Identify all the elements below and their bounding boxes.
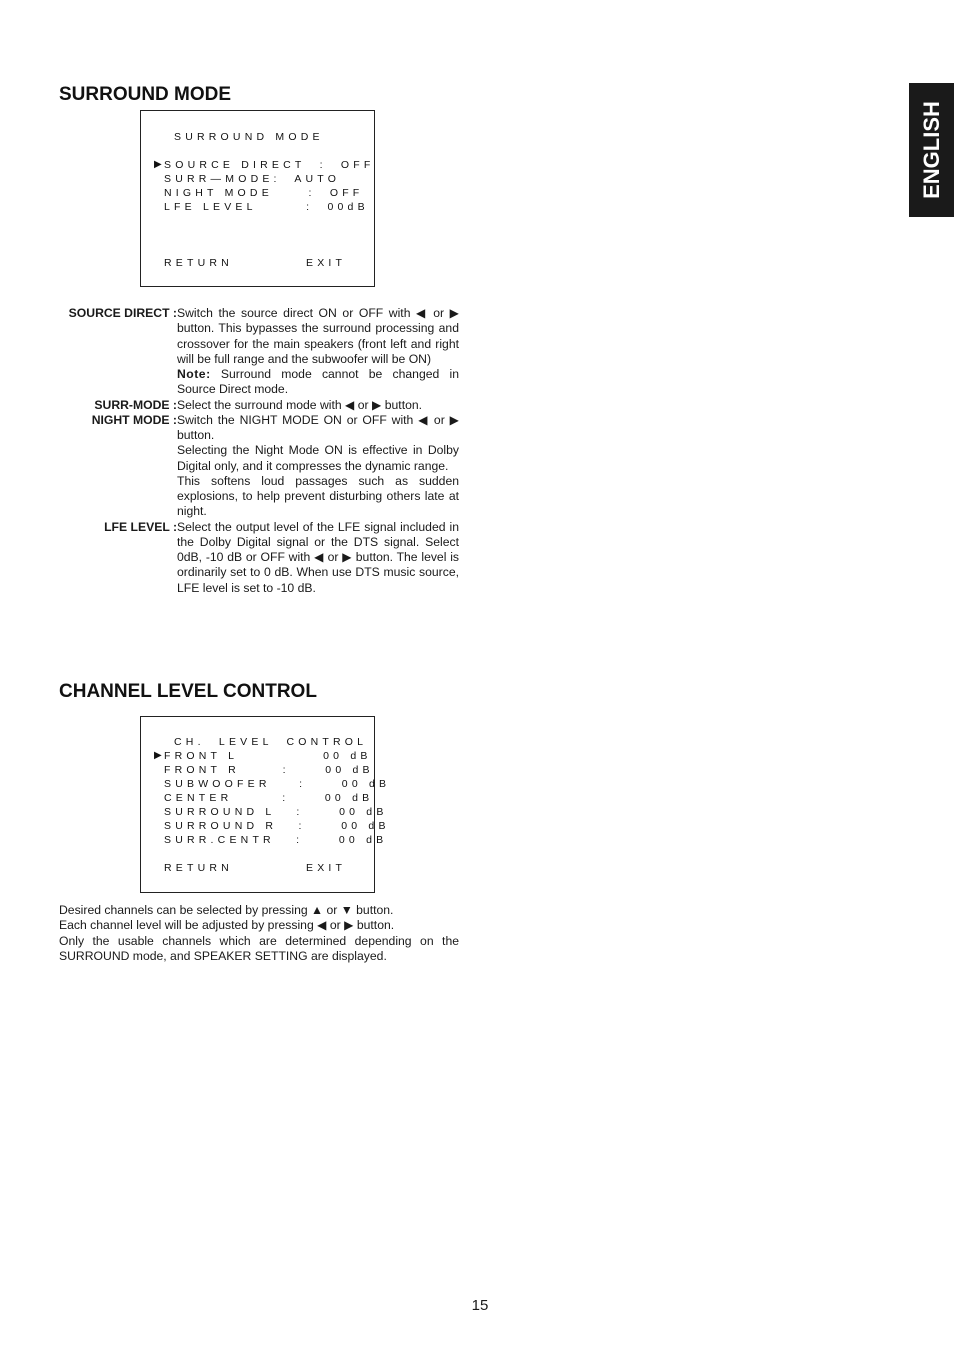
language-tab-label: ENGLISH xyxy=(918,101,944,199)
description-text: Select the output level of the LFE signal included in the Dolby Digital signal or the DTS signal. Select 0dB, -10 dB or OFF with ◀ or ▶ button. The level is ordinarily set to 0 dB. When use DTS music source, LFE level is set to -10 dB. xyxy=(177,519,459,595)
description-item-night-mode xyxy=(59,413,459,520)
osd-return: RETURN xyxy=(164,257,233,269)
note-text: Surround mode cannot be changed in Source Direct mode. xyxy=(177,367,459,397)
note-line: Desired channels can be selected by pressing ▲ or ▼ button. xyxy=(59,903,394,917)
osd-cursor-icon: ▶ xyxy=(154,159,162,170)
osd-exit: EXIT xyxy=(306,862,347,874)
osd-line: FRONT L 00 dB xyxy=(164,750,372,762)
description-label: SOURCE DIRECT : xyxy=(68,306,177,320)
surround-mode-heading: SURROUND MODE xyxy=(59,84,232,105)
description-label: SURR-MODE : xyxy=(94,397,177,412)
description-text: Selecting the Night Mode ON is effective in Dolby Digital only, and it compresses the dynamic range. xyxy=(177,443,459,473)
note-line: Only the usable channels which are determined depending on the SURROUND mode, and SPEAKER SETTING are displayed. xyxy=(59,933,459,963)
channel-level-osd-screen xyxy=(140,716,391,893)
osd-exit: EXIT xyxy=(306,257,347,269)
surround-mode-descriptions xyxy=(59,306,459,596)
description-item-lfe-level xyxy=(59,520,459,596)
osd-cursor-icon: ▶ xyxy=(154,750,162,761)
note-line: Each channel level will be adjusted by pressing ◀ or ▶ button. xyxy=(59,918,395,933)
description-label: NIGHT MODE : xyxy=(91,412,177,427)
osd-line: SURR.CENTR : 00 dB xyxy=(164,834,388,846)
description-text: Select the surround mode with ◀ or ▶ button. xyxy=(177,397,423,412)
description-label: LFE LEVEL : xyxy=(104,519,177,534)
osd-line: NIGHT MODE : OFF xyxy=(164,187,364,199)
description-text: Switch the source direct ON or OFF with ◀ or ▶ button. This bypasses the surround processing and crossover for the main speakers (front left and right will be full range and the subwoofer will be ON) xyxy=(177,306,459,366)
osd-title: CH. LEVEL CONTROL xyxy=(174,736,368,748)
osd-line: SURROUND L : 00 dB xyxy=(164,806,388,818)
channel-level-notes xyxy=(59,903,459,964)
osd-line: CENTER : 00 dB xyxy=(164,792,374,804)
channel-level-heading: CHANNEL LEVEL CONTROL xyxy=(59,681,317,702)
osd-line: SURROUND R : 00 dB xyxy=(164,820,390,832)
osd-title: SURROUND MODE xyxy=(174,131,324,143)
page-number: 15 xyxy=(471,1297,489,1314)
description-text: This softens loud passages such as sudden explosions, to help prevent disturbing others late at night. xyxy=(177,473,459,519)
note-label: Note: xyxy=(177,367,211,381)
surround-mode-osd-screen xyxy=(140,110,375,287)
osd-line: FRONT R : 00 dB xyxy=(164,764,374,776)
description-item-surr-mode xyxy=(59,398,459,413)
osd-line: SUBWOOFER : 00 dB xyxy=(164,778,391,790)
osd-return: RETURN xyxy=(164,862,233,874)
osd-line: SOURCE DIRECT : OFF xyxy=(164,159,375,171)
osd-line: LFE LEVEL : 00dB xyxy=(164,201,369,213)
language-tab xyxy=(909,83,954,217)
osd-line: SURR—MODE: AUTO xyxy=(164,173,341,185)
description-text: Switch the NIGHT MODE ON or OFF with ◀ or ▶ button. xyxy=(177,412,459,442)
description-item-source-direct xyxy=(59,306,459,398)
